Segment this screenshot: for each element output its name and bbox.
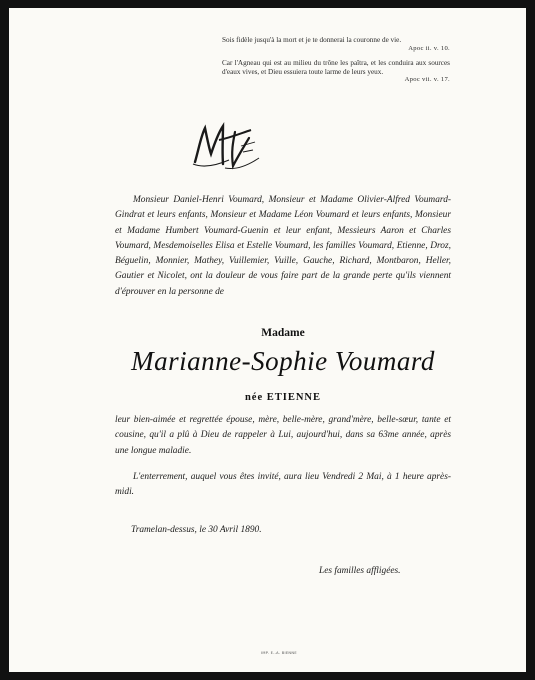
epigraph-1-text: Sois fidèle jusqu'à la mort et je te donnerai la couronne de vie. bbox=[222, 36, 402, 44]
announcement-paragraph: Monsieur Daniel-Henri Voumard, Monsieur et Madame Olivier-Alfred Voumard-Gindrat et leurs enfants, Monsieur et Madame Léon Voumard et leurs enfants, Monsieur et Madame Humbert Voumard-Guenin et leur enfant, Messieurs Aaron et Charles Voumard, Mesdemoiselles Elisa et Estelle Voumard, les familles Voumard, Etienne, Droz, Béguelin, Monnier, Mathey, Vuillemier, Vuille, Gauche, Richard, Montbaron, Heller, Gautier et Nicolet, ont la douleur de vous faire part de la grande perte qu'ils viennent d'éprouver en la personne de bbox=[115, 195, 451, 297]
mv-monogram-icon bbox=[189, 118, 267, 178]
epigraph-1-reference: Apoc ii. v. 10. bbox=[408, 44, 450, 52]
epigraph-2 bbox=[222, 59, 450, 85]
deceased-name: Marianne-Sophie Voumard bbox=[131, 346, 435, 376]
epigraph-1 bbox=[222, 36, 450, 53]
signature: Les familles affligées. bbox=[319, 566, 401, 576]
place-date: Tramelan-dessus, le 30 Avril 1890. bbox=[131, 525, 262, 535]
epigraph-2-text: Car l'Agneau qui est au milieu du trône les paîtra, et les conduira aux sources d'eaux vives, et Dieu essuiera toute larme de leurs yeux. bbox=[222, 59, 450, 76]
death-paragraph: leur bien-aimée et regrettée épouse, mère, belle-mère, grand'mère, belle-sœur, tante et cousine, qu'il a plû à Dieu de rappeler à Lui, aujourd'hui, dans sa 63me année, après une longue maladie. bbox=[115, 415, 451, 456]
deceased-title: Madame bbox=[261, 327, 305, 339]
burial-paragraph: L'enterrement, auquel vous êtes invité, aura lieu Vendredi 2 Mai, à 1 heure après-midi. bbox=[115, 472, 451, 498]
epigraph-2-reference: Apoc vii. v. 17. bbox=[404, 76, 450, 84]
deceased-maiden-name: née ETIENNE bbox=[244, 392, 322, 403]
obituary-sheet bbox=[9, 8, 526, 672]
printer-imprint: IMP. E.-A. BIENNE bbox=[261, 651, 297, 655]
